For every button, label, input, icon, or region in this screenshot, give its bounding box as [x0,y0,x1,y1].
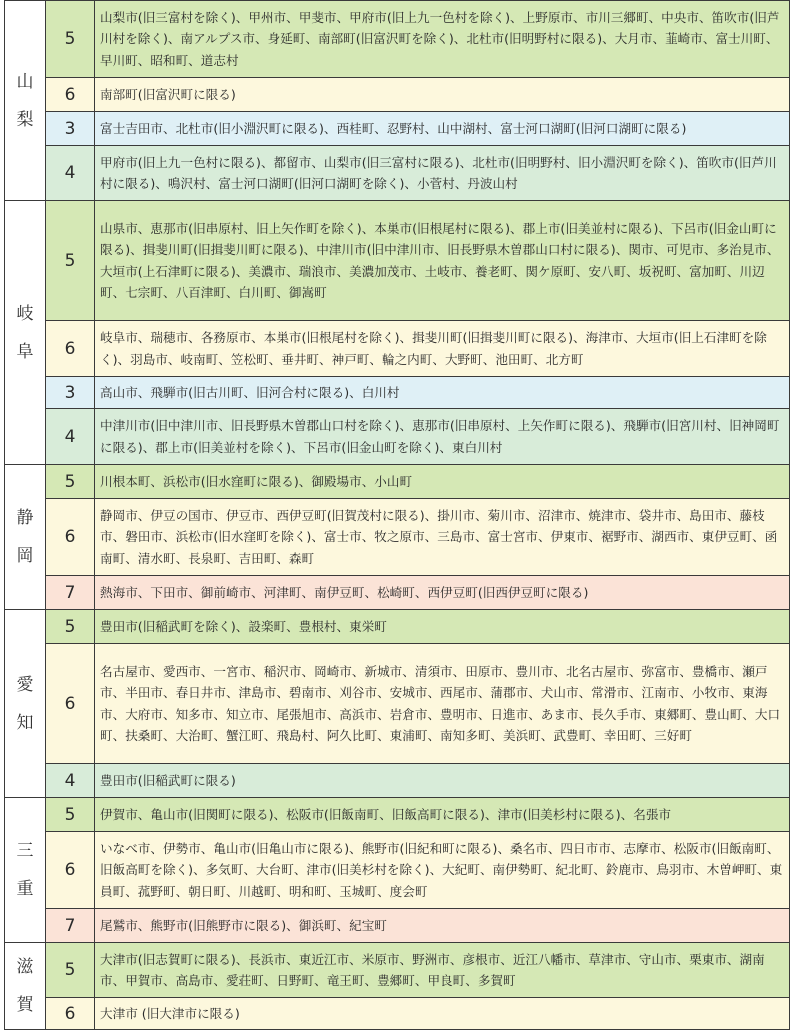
table-row [5,78,790,112]
prefecture-name-char: 愛 [16,674,34,695]
prefecture-name-char: 知 [16,712,34,733]
municipality-list: 熱海市、下田市、御前崎市、河津町、南伊豆町、松崎町、西伊豆町(旧西伊豆町に限る) [95,576,790,610]
municipality-list: 高山市、飛騨市(旧古川町、旧河合村に限る)、白川村 [95,377,790,409]
prefecture-name-char: 岡 [16,546,34,566]
climate-zone-table [4,0,790,1030]
table-row [5,943,790,998]
zone-number: 3 [46,377,95,409]
prefecture-name-char: 静 [16,508,34,528]
prefecture-name [5,1,46,201]
table-row [5,499,790,576]
municipality-list: 南部町(旧富沢町に限る) [95,78,790,112]
zone-number: 6 [46,832,95,909]
prefecture-name-char: 滋 [16,957,34,977]
prefecture-name-char: 山 [16,71,34,92]
zone-number: 4 [46,764,95,798]
municipality-list: いなべ市、伊勢市、亀山市(旧亀山市に限る)、熊野市(旧紀和町に限る)、桑名市、四日市市、志摩市、松阪市(旧飯南町、旧飯高町を除く)、多気町、大台町、津市(旧美杉村を除く)、大紀町、南伊勢町、紀北町、鈴鹿市、鳥羽市、木曽岬町、東員町、菰野町、朝日町、川越町、明和町、玉城町、度会町 [95,832,790,909]
table-row [5,146,790,201]
table-row [5,764,790,798]
table-row [5,909,790,943]
municipality-list: 大津市(旧志賀町に限る)、長浜市、東近江市、米原市、野洲市、彦根市、近江八幡市、草津市、守山市、栗東市、湖南市、甲賀市、高島市、愛荘町、日野町、竜王町、豊郷町、甲良町、多賀町 [95,943,790,998]
zone-number: 5 [46,943,95,998]
table-row [5,798,790,832]
prefecture-name [5,201,46,465]
zone-number: 3 [46,112,95,146]
municipality-list: 岐阜市、瑞穂市、各務原市、本巣市(旧根尾村を除く)、揖斐川町(旧揖斐川町に限る)、海津市、大垣市(旧上石津町を除く)、羽島市、岐南町、笠松町、垂井町、神戸町、輪之内町、大野町、池田町、北方町 [95,321,790,377]
table-row [5,409,790,465]
municipality-list: 豊田市(旧稲武町に限る) [95,764,790,798]
municipality-list: 川根本町、浜松市(旧水窪町に限る)、御殿場市、小山町 [95,465,790,499]
municipality-list: 富士吉田市、北杜市(旧小淵沢町に限る)、西桂町、忍野村、山中湖村、富士河口湖町(旧河口湖町に限る) [95,112,790,146]
zone-number: 6 [46,78,95,112]
zone-number: 7 [46,576,95,610]
table-row [5,1,790,78]
municipality-list: 山梨市(旧三富村を除く)、甲州市、甲斐市、甲府市(旧上九一色村を除く)、上野原市、市川三郷町、中央市、笛吹市(旧芦川村を除く)、南アルプス市、身延町、南部町(旧富沢町を除く)、北杜市(旧明野村に限る)、大月市、韮崎市、富士川町、早川町、昭和町、道志村 [95,1,790,78]
zone-number: 6 [46,998,95,1030]
zone-number: 5 [46,610,95,644]
prefecture-name-char: 重 [16,879,34,899]
prefecture-name [5,465,46,610]
zone-number: 4 [46,409,95,465]
zone-number: 5 [46,465,95,499]
prefecture-name-char: 賀 [16,995,34,1015]
municipality-list: 伊賀市、亀山市(旧関町に限る)、松阪市(旧飯南町、旧飯高町に限る)、津市(旧美杉村に限る)、名張市 [95,798,790,832]
table-row [5,998,790,1030]
zone-number: 6 [46,499,95,576]
table-row [5,610,790,644]
table-row [5,576,790,610]
zone-number: 7 [46,909,95,943]
zone-number: 5 [46,798,95,832]
municipality-list: 名古屋市、愛西市、一宮市、稲沢市、岡崎市、新城市、清須市、田原市、豊川市、北名古屋市、弥富市、豊橋市、瀬戸市、半田市、春日井市、津島市、碧南市、刈谷市、安城市、西尾市、蒲郡市、犬山市、常滑市、江南市、小牧市、東海市、大府市、知多市、知立市、尾張旭市、高浜市、岩倉市、豊明市、日進市、あま市、長久手市、東郷町、豊山町、大口町、扶桑町、大治町、蟹江町、飛島村、阿久比町、東浦町、南知多町、美浜町、武豊町、幸田町、三好町 [95,644,790,764]
zone-number: 4 [46,146,95,201]
municipality-list: 静岡市、伊豆の国市、伊豆市、西伊豆町(旧賀茂村に限る)、掛川市、菊川市、沼津市、焼津市、袋井市、島田市、藤枝市、磐田市、浜松市(旧水窪町を除く)、富士市、牧之原市、三島市、富士宮市、伊東市、裾野市、湖西市、東伊豆町、函南町、清水町、長泉町、吉田町、森町 [95,499,790,576]
municipality-list: 甲府市(旧上九一色村に限る)、都留市、山梨市(旧三富村に限る)、北杜市(旧明野村、旧小淵沢町を除く)、笛吹市(旧芦川村に限る)、鳴沢村、富士河口湖町(旧河口湖町を除く)、小菅村、丹波山村 [95,146,790,201]
table-row [5,644,790,764]
table-row [5,377,790,409]
zone-number: 6 [46,321,95,377]
table-row [5,321,790,377]
zone-number: 5 [46,1,95,78]
prefecture-name-char: 岐 [16,303,34,324]
municipality-list: 中津川市(旧中津川市、旧長野県木曽郡山口村を除く)、恵那市(旧串原村、上矢作町に限る)、飛騨市(旧宮川村、旧神岡町に限る)、郡上市(旧美並村を除く)、下呂市(旧金山町を除く)、東白川村 [95,409,790,465]
table-row [5,832,790,909]
prefecture-name-char: 三 [16,841,34,861]
table-row [5,112,790,146]
zone-number: 6 [46,644,95,764]
prefecture-name [5,798,46,943]
table-row [5,201,790,321]
municipality-list: 豊田市(旧稲武町を除く)、設楽町、豊根村、東栄町 [95,610,790,644]
prefecture-name-char: 梨 [16,109,34,130]
prefecture-name-char: 阜 [16,341,34,362]
municipality-list: 大津市 (旧大津市に限る) [95,998,790,1030]
prefecture-name [5,610,46,798]
zone-number: 5 [46,201,95,321]
table-row [5,465,790,499]
municipality-list: 山県市、恵那市(旧串原村、旧上矢作町を除く)、本巣市(旧根尾村に限る)、郡上市(旧美並村に限る)、下呂市(旧金山町に限る)、揖斐川町(旧揖斐川町に限る)、中津川市(旧中津川市、旧長野県木曽郡山口村に限る)、関市、可児市、多治見市、大垣市(上石津町に限る)、美濃市、瑞浪市、美濃加茂市、土岐市、養老町、関ケ原町、安八町、坂祝町、富加町、川辺町、七宗町、八百津町、白川町、御嵩町 [95,201,790,321]
prefecture-name [5,943,46,1030]
municipality-list: 尾鷲市、熊野市(旧熊野市に限る)、御浜町、紀宝町 [95,909,790,943]
